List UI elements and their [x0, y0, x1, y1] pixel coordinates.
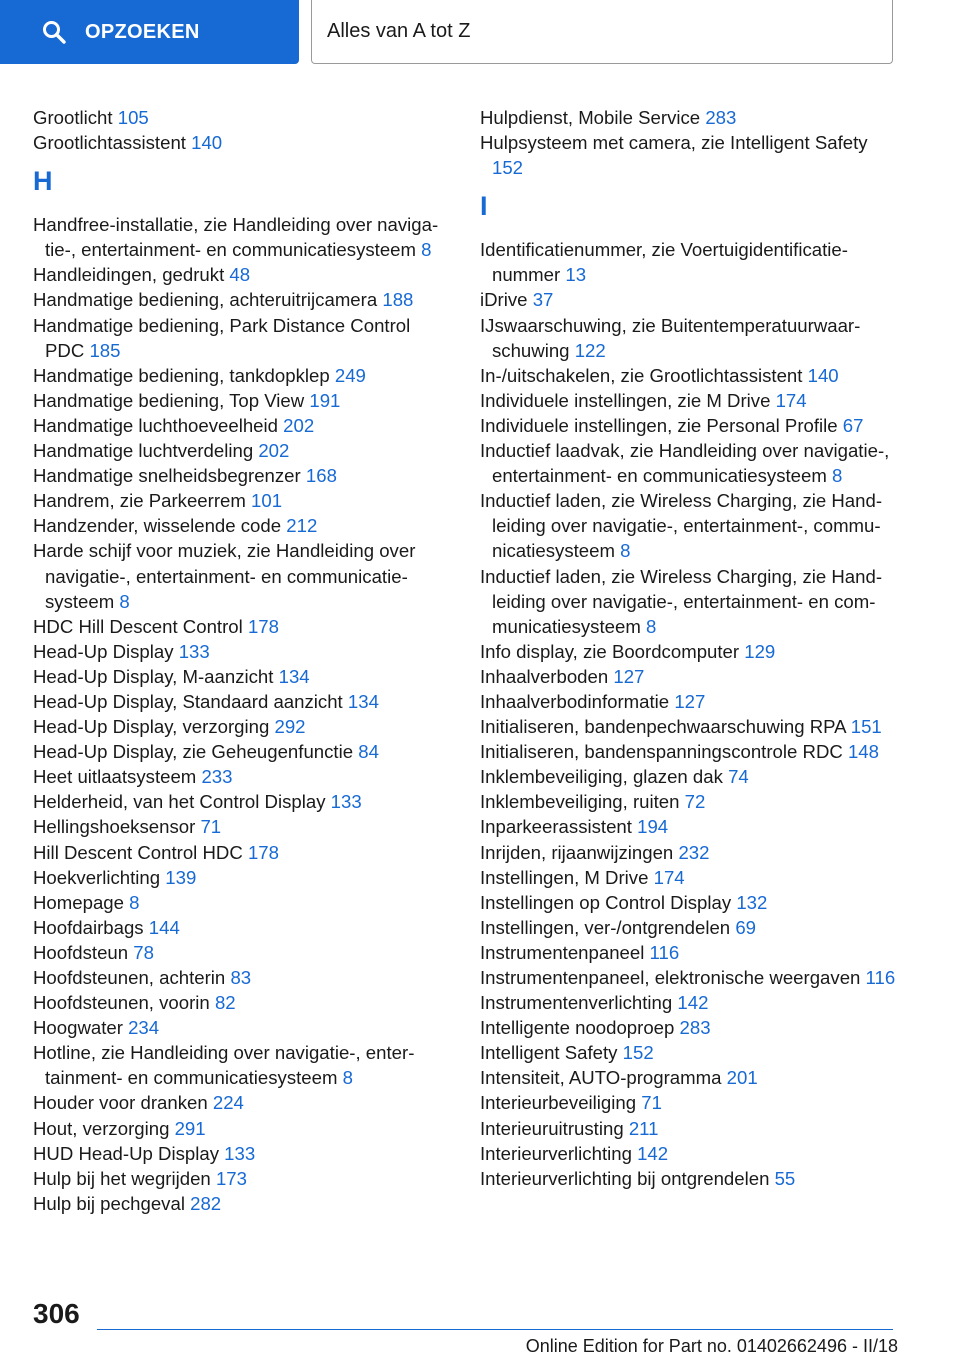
search-button[interactable]	[0, 0, 299, 64]
page-reference-link[interactable]: 8	[645, 615, 657, 637]
index-entry	[33, 1116, 453, 1141]
index-entry-text: Instrumentenverlichting	[480, 992, 673, 1014]
page-reference-link[interactable]: 173	[215, 1167, 247, 1189]
index-entry	[33, 363, 453, 388]
index-entry	[33, 1141, 453, 1166]
index-entry	[33, 840, 453, 865]
index-entry-text: Head-Up Display, Standaard aanzicht	[33, 690, 343, 712]
section-title-tab[interactable]	[311, 0, 893, 64]
index-entry-text: Inhaalverbodinformatie	[480, 690, 670, 712]
index-entry-text: Interieurbeveiliging	[480, 1092, 637, 1114]
search-icon	[42, 20, 66, 44]
page-reference-link[interactable]: 283	[705, 107, 737, 128]
index-column-right	[480, 105, 900, 1191]
index-entry	[33, 764, 453, 789]
page-reference-link[interactable]: 133	[178, 640, 210, 662]
index-entry-text: Intelligent Safety	[480, 1042, 618, 1064]
index-entry	[480, 1040, 900, 1065]
index-entry-text: Handmatige luchthoeveelheid	[33, 414, 278, 436]
index-entry	[33, 990, 453, 1015]
index-letter-heading: H	[33, 166, 53, 197]
index-entry	[33, 940, 453, 965]
index-entry	[480, 915, 900, 940]
index-entry	[480, 1090, 900, 1115]
index-entry	[33, 614, 453, 639]
index-entry-text: Intensiteit, AUTO-programma	[480, 1067, 722, 1089]
page-reference-link[interactable]: 140	[191, 132, 223, 154]
index-entry	[480, 363, 900, 388]
page-reference-link[interactable]: 116	[865, 967, 896, 988]
index-entry-text: Grootlichtassistent	[33, 132, 186, 154]
index-entry	[33, 538, 453, 613]
index-entry	[33, 714, 453, 739]
index-entry-text: Handrem, zie Parkeerrem	[33, 490, 246, 512]
page-reference-link[interactable]: 194	[637, 816, 669, 838]
index-entry-text: Interieuruitrusting	[480, 1117, 624, 1139]
index-entry-text: Helderheid, van het Control Display	[33, 791, 326, 813]
index-entry-text: Hulpdienst, Mobile Service	[480, 107, 701, 128]
index-entry	[480, 564, 900, 639]
index-entry	[33, 488, 453, 513]
index-entry	[480, 764, 900, 789]
page-reference-link[interactable]: 8	[620, 540, 631, 562]
page-reference-link[interactable]: 233	[201, 766, 233, 788]
page-reference-link[interactable]: 168	[305, 465, 337, 487]
index-entry-text: Instellingen op Control Display	[480, 891, 732, 913]
index-entry	[480, 639, 900, 664]
index-entry-text: Handfree-installatie, zie Handleiding over navigatie-, entertainment- en communicatiesysteem	[33, 214, 439, 261]
index-entry-text: Individuele instellingen, zie M Drive	[480, 389, 771, 411]
index-entry-text: Handmatige bediening, tankdopklep	[33, 364, 330, 386]
index-entry-text: Instrumentenpaneel	[480, 941, 645, 963]
index-entry-text: Instellingen, M Drive	[480, 866, 649, 888]
index-entry	[33, 130, 453, 155]
index-entry	[480, 287, 900, 312]
index-entry	[480, 388, 900, 413]
index-entry	[33, 287, 453, 312]
index-entry-text: iDrive	[480, 289, 528, 311]
index-entry	[480, 1116, 900, 1141]
index-entry-text: Handmatige luchtverdeling	[33, 440, 254, 462]
index-entry	[480, 313, 900, 363]
page-reference-link[interactable]: 292	[274, 716, 306, 738]
page-reference-link[interactable]: 142	[637, 1142, 669, 1164]
page-reference-link[interactable]: 116	[649, 941, 680, 963]
page-reference-link[interactable]: 84	[358, 741, 379, 763]
index-entry	[480, 105, 900, 130]
page-reference-link[interactable]: 140	[807, 364, 839, 386]
page-reference-link[interactable]: 174	[775, 389, 807, 411]
footer-divider	[97, 1329, 893, 1330]
page-reference-link[interactable]: 249	[334, 364, 366, 386]
page-reference-link[interactable]: 212	[286, 515, 318, 537]
index-entry	[33, 639, 453, 664]
index-entry-text: Instrumentenpaneel, elektronische weergaven	[480, 967, 861, 988]
index-entry-text: Head-Up Display	[33, 640, 174, 662]
page-reference-link[interactable]: 133	[224, 1142, 256, 1164]
page-reference-link[interactable]: 134	[347, 690, 379, 712]
index-entry-text: Hoofdairbags	[33, 916, 144, 938]
index-entry	[33, 865, 453, 890]
index-entry-text: Inklembeveiliging, ruiten	[480, 791, 680, 813]
index-entry-text: Handzender, wisselende code	[33, 515, 282, 537]
page-reference-link[interactable]: 8	[119, 590, 130, 612]
index-entry-text: Hill Descent Control HDC	[33, 841, 243, 863]
page-reference-link[interactable]: 67	[842, 414, 864, 436]
page-reference-link[interactable]: 148	[847, 741, 879, 763]
index-entry-text: Interieurverlichting	[480, 1142, 632, 1164]
index-entry	[33, 513, 453, 538]
page-reference-link[interactable]: 8	[129, 891, 140, 913]
index-entry	[480, 990, 900, 1015]
index-entry	[33, 739, 453, 764]
index-entry-text: Hulpsysteem met camera, zie Intelligent Safety	[480, 132, 868, 154]
page-reference-link[interactable]: 152	[622, 1042, 654, 1064]
page-reference-link[interactable]: 144	[148, 916, 180, 938]
index-entry	[480, 664, 900, 689]
index-entry	[480, 1141, 900, 1166]
index-entry	[480, 965, 900, 990]
page-reference-link[interactable]: 8	[421, 239, 432, 261]
page-reference-link[interactable]: 129	[744, 640, 776, 662]
page-reference-link[interactable]: 234	[128, 1017, 160, 1039]
page-reference-link[interactable]: 174	[653, 866, 685, 888]
index-entry	[33, 789, 453, 814]
index-entry-text: Handmatige bediening, Top View	[33, 389, 305, 411]
index-entry-text: Initialiseren, bandenpechwaarschuwing RPA	[480, 716, 846, 738]
index-entry	[480, 1166, 900, 1191]
index-entry-text: Heet uitlaatsysteem	[33, 766, 197, 788]
page-reference-link[interactable]: 71	[641, 1092, 662, 1114]
index-entry-text: In-/uitschakelen, zie Grootlichtassistent	[480, 364, 803, 386]
index-entry	[33, 965, 453, 990]
page-reference-link[interactable]: 134	[278, 665, 310, 687]
index-entry-text: Handmatige bediening, Park Distance Control PDC	[33, 314, 411, 361]
index-entry-text: Info display, zie Boordcomputer	[480, 640, 740, 662]
index-entry	[33, 105, 453, 130]
index-entry-text: Houder voor dranken	[33, 1092, 208, 1114]
index-entry-text: Initialiseren, bandenspanningscontrole RDC	[480, 741, 843, 763]
index-entry	[480, 689, 900, 714]
index-entry-text: Hout, verzorging	[33, 1117, 170, 1139]
index-entry-text: IJswaarschuwing, zie Buitentemperatuurwaarschuwing	[480, 314, 861, 361]
index-entry-text: Instellingen, ver-/ontgrendelen	[480, 916, 731, 938]
index-entry-text: Hulp bij pechgeval	[33, 1192, 185, 1214]
index-entry	[33, 1040, 453, 1090]
index-entry-text: Hulp bij het wegrijden	[33, 1167, 211, 1189]
index-entry-text: Inductief laadvak, zie Handleiding over navigatie-, entertainment- en communicatiesysteem	[480, 440, 890, 487]
index-entry	[33, 664, 453, 689]
index-entry	[480, 438, 900, 488]
page-reference-link[interactable]: 127	[674, 690, 706, 712]
index-entry-text: Inklembeveiliging, glazen dak	[480, 766, 723, 788]
page-reference-link[interactable]: 178	[247, 841, 279, 863]
index-entry	[480, 814, 900, 839]
index-entry-text: Interieurverlichting bij ontgrendelen	[480, 1167, 770, 1189]
page-reference-link[interactable]: 132	[736, 891, 768, 913]
index-entry-text: Inhaalverboden	[480, 665, 609, 687]
page-reference-link[interactable]: 83	[230, 967, 252, 988]
index-column-left	[33, 105, 453, 1216]
index-entry	[33, 689, 453, 714]
index-entry-text: Inparkeerassistent	[480, 816, 632, 838]
index-entry	[480, 413, 900, 438]
page-reference-link[interactable]: 202	[258, 440, 290, 462]
index-entry	[33, 438, 453, 463]
index-entry-text: Handleidingen, gedrukt	[33, 264, 225, 286]
page-reference-link[interactable]: 122	[574, 339, 606, 361]
index-entry	[480, 488, 900, 563]
page-reference-link[interactable]: 71	[200, 816, 222, 838]
index-entry-text: Homepage	[33, 891, 124, 913]
index-entry	[33, 388, 453, 413]
section-title-label: Alles van A tot Z	[327, 20, 471, 42]
index-entry-text: Hoofdsteunen, voorin	[33, 992, 210, 1014]
page-reference-link[interactable]: 224	[212, 1092, 244, 1114]
page-reference-link[interactable]: 127	[613, 665, 645, 687]
page-reference-link[interactable]: 8	[832, 465, 843, 487]
page-reference-link[interactable]: 185	[89, 339, 121, 361]
index-entry-text: Grootlicht	[33, 107, 113, 128]
index-entry	[480, 890, 900, 915]
index-entry-text: HDC Hill Descent Control	[33, 615, 243, 637]
index-entry-text: Hoofdsteunen, achterin	[33, 967, 226, 988]
index-entry-text: Head-Up Display, zie Geheugenfunctie	[33, 741, 354, 763]
page-reference-link[interactable]: 283	[679, 1017, 711, 1039]
edition-note: Online Edition for Part no. 01402662496 - II/18	[525, 1336, 898, 1356]
index-entry	[33, 212, 453, 262]
index-entry	[33, 915, 453, 940]
page-reference-link[interactable]: 139	[165, 866, 197, 888]
index-entry	[480, 1015, 900, 1040]
page-reference-link[interactable]: 48	[229, 264, 251, 286]
index-entry	[480, 1065, 900, 1090]
index-entry-text: Hoofdsteun	[33, 941, 129, 963]
page-reference-link[interactable]: 211	[628, 1117, 659, 1139]
index-entry	[480, 840, 900, 865]
index-entry	[480, 739, 900, 764]
index-entry-text: Hoogwater	[33, 1017, 123, 1039]
page-reference-link[interactable]: 78	[133, 941, 154, 963]
index-entry	[33, 1166, 453, 1191]
page-reference-link[interactable]: 133	[330, 791, 362, 813]
page-reference-link[interactable]: 142	[677, 992, 709, 1014]
index-entry-text: Intelligente noodoproep	[480, 1017, 675, 1039]
index-entry	[33, 814, 453, 839]
page-reference-link[interactable]: 74	[728, 766, 749, 788]
index-entry	[33, 1090, 453, 1115]
index-entry	[480, 940, 900, 965]
index-entry-text: Handmatige snelheidsbegrenzer	[33, 465, 301, 487]
index-entry	[480, 130, 900, 180]
index-entry-text: Inductief laden, zie Wireless Charging, zie Handleiding over navigatie-, entertainment-, communicatiesysteem	[480, 490, 883, 562]
index-entry	[33, 890, 453, 915]
page-reference-link[interactable]: 178	[247, 615, 279, 637]
index-entry	[480, 714, 900, 739]
index-entry-text: Head-Up Display, verzorging	[33, 716, 270, 738]
page-reference-link[interactable]: 8	[342, 1067, 353, 1089]
page-reference-link[interactable]: 232	[678, 841, 710, 863]
page-reference-link[interactable]: 37	[532, 289, 554, 311]
page-reference-link[interactable]: 105	[117, 107, 149, 128]
index-entry-text: Head-Up Display, M-aanzicht	[33, 665, 274, 687]
index-entry-text: Hotline, zie Handleiding over navigatie-, entertainment- en communicatiesysteem	[33, 1042, 415, 1089]
top-bar	[0, 0, 960, 66]
page-number: 306	[33, 1298, 80, 1329]
index-entry-text: Inductief laden, zie Wireless Charging, zie Handleiding over navigatie-, entertainment- en communicatiesysteem	[480, 565, 883, 637]
page-reference-link[interactable]: 82	[214, 992, 236, 1014]
index-entry-text: Inrijden, rijaanwijzingen	[480, 841, 674, 863]
index-entry	[33, 463, 453, 488]
page-reference-link[interactable]: 72	[684, 791, 706, 813]
page-reference-link[interactable]: 291	[174, 1117, 206, 1139]
index-entry	[480, 865, 900, 890]
page-reference-link[interactable]: 202	[283, 414, 315, 436]
index-entry-text: Hoekverlichting	[33, 866, 161, 888]
index-entry	[33, 413, 453, 438]
page-reference-link[interactable]: 201	[726, 1067, 758, 1089]
index-entry-text: HUD Head-Up Display	[33, 1142, 219, 1164]
page-reference-link[interactable]: 188	[382, 289, 414, 311]
index-entry-text: Harde schijf voor muziek, zie Handleiding over navigatie-, entertainment- en communicatiesysteem	[33, 540, 416, 612]
index-entry-text: Individuele instellingen, zie Personal Profile	[480, 414, 838, 436]
index-entry	[480, 789, 900, 814]
page-reference-link[interactable]: 282	[190, 1192, 222, 1214]
page-reference-link[interactable]: 101	[251, 490, 283, 512]
page-reference-link[interactable]: 55	[774, 1167, 796, 1189]
page-reference-link[interactable]: 69	[735, 916, 757, 938]
page-reference-link[interactable]: 151	[850, 716, 882, 738]
index-entry-text: Handmatige bediening, achteruitrijcamera	[33, 289, 378, 311]
index-entry	[33, 262, 453, 287]
index-entry	[480, 237, 900, 287]
index-entry-text: Hellingshoeksensor	[33, 816, 196, 838]
page-reference-link[interactable]: 13	[565, 264, 587, 286]
index-letter-heading: I	[480, 191, 488, 222]
index-entry	[33, 1191, 453, 1216]
index-entry	[33, 1015, 453, 1040]
index-entry	[33, 313, 453, 363]
page-reference-link[interactable]: 152	[492, 157, 524, 179]
index-entry-text: Identificatienummer, zie Voertuigidentificatienummer	[480, 239, 848, 286]
search-button-label: OPZOEKEN	[85, 20, 200, 43]
page-reference-link[interactable]: 191	[309, 389, 341, 411]
